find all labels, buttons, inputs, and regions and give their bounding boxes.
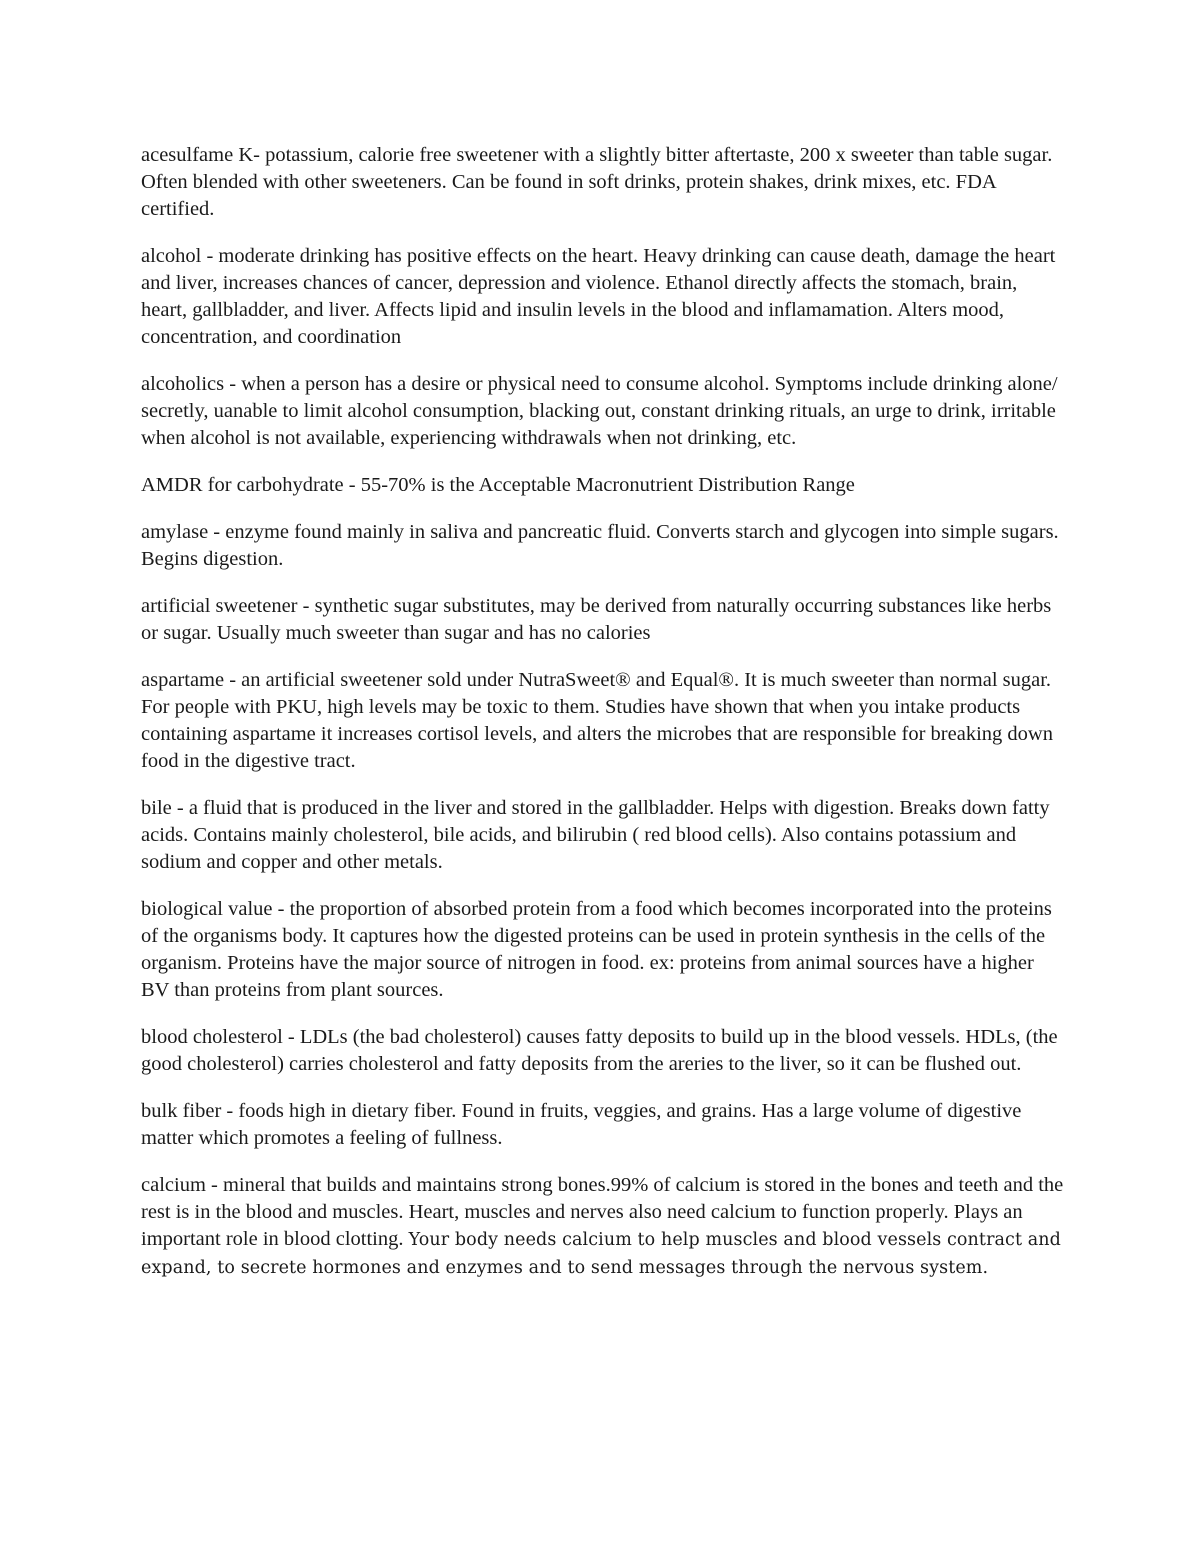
entry-text: acesulfame K- potassium, calorie free sweetener with a slightly bitter aftertaste, 200 x sweeter than table sugar. Often blended with other sweeteners. Can be found in soft drinks, protein shakes, drink mixes, etc. FDA certified. <box>141 144 1053 220</box>
entry-text: aspartame - an artificial sweetener sold under NutraSweet® and Equal®. It is much sweeter than normal sugar. For people with PKU, high levels may be toxic to them. Studies have shown that when you intake products containing aspartame it increases cortisol levels, and alters the microbes that are responsible for breaking down food in the digestive tract. <box>141 669 1053 772</box>
entry-text: bulk fiber - foods high in dietary fiber. Found in fruits, veggies, and grains. Has a large volume of digestive matter which promotes a feeling of fullness. <box>141 1100 1022 1149</box>
entry-blood-cholesterol <box>141 1024 1066 1078</box>
entry-text: bile - a fluid that is produced in the liver and stored in the gallbladder. Helps with digestion. Breaks down fatty acids. Contains mainly cholesterol, bile acids, and bilirubin ( red blood cells). Also contains potassium and sodium and copper and other metals. <box>141 797 1050 873</box>
entry-amylase <box>141 519 1066 573</box>
entry-text: alcohol - moderate drinking has positive effects on the heart. Heavy drinking can cause death, damage the heart and liver, increases chances of cancer, depression and violence. Ethanol directly affects the stomach, brain, heart, gallbladder, and liver. Affects lipid and insulin levels in the blood and inflamamation. Alters mood, concentration, and coordination <box>141 245 1056 348</box>
entry-alcoholics <box>141 371 1066 452</box>
entry-text: AMDR for carbohydrate - 55-70% is the Acceptable Macronutrient Distribution Range <box>141 474 855 496</box>
entry-text: alcoholics - when a person has a desire or physical need to consume alcohol. Symptoms include drinking alone/ secretly, uanable to limit alcohol consumption, blacking out, constant drinking rituals, an urge to drink, irritable when alcohol is not available, experiencing withdrawals when not drinking, etc. <box>141 373 1058 449</box>
entry-amdr-carbohydrate <box>141 472 1066 499</box>
entry-bile <box>141 795 1066 876</box>
entry-calcium <box>141 1172 1066 1282</box>
entry-text: artificial sweetener - synthetic sugar substitutes, may be derived from naturally occurring substances like herbs or sugar. Usually much sweeter than sugar and has no calories <box>141 595 1052 644</box>
entry-alcohol <box>141 243 1066 351</box>
entry-bulk-fiber <box>141 1098 1066 1152</box>
entry-text: blood cholesterol - LDLs (the bad cholesterol) causes fatty deposits to build up in the blood vessels. HDLs, (the good cholesterol) carries cholesterol and fatty deposits from the areries to the liver, so it can be flushed out. <box>141 1026 1058 1075</box>
entry-artificial-sweetener <box>141 593 1066 647</box>
entry-text-alt: Your body needs calcium to help muscles and blood vessels contract and expand, to secrete hormones and enzymes and to send messages through the nervous system. <box>141 1230 1061 1278</box>
entry-biological-value <box>141 896 1066 1004</box>
document-page <box>141 142 1066 1302</box>
entry-text: biological value - the proportion of absorbed protein from a food which becomes incorporated into the proteins of the organisms body. It captures how the digested proteins can be used in protein synthesis in the cells of the organism. Proteins have the major source of nitrogen in food. ex: proteins from animal sources have a higher BV than proteins from plant sources. <box>141 898 1052 1001</box>
entry-text: amylase - enzyme found mainly in saliva and pancreatic fluid. Converts starch and glycogen into simple sugars. Begins digestion. <box>141 521 1059 570</box>
entry-text: calcium - mineral that builds and maintains strong bones.99% of calcium is stored in the bones and teeth and the rest is in the blood and muscles. Heart, muscles and nerves also need calcium to function properly. Plays an important role in blood clotting. <box>141 1174 1064 1250</box>
entry-acesulfame-k <box>141 142 1066 223</box>
entry-aspartame <box>141 667 1066 775</box>
